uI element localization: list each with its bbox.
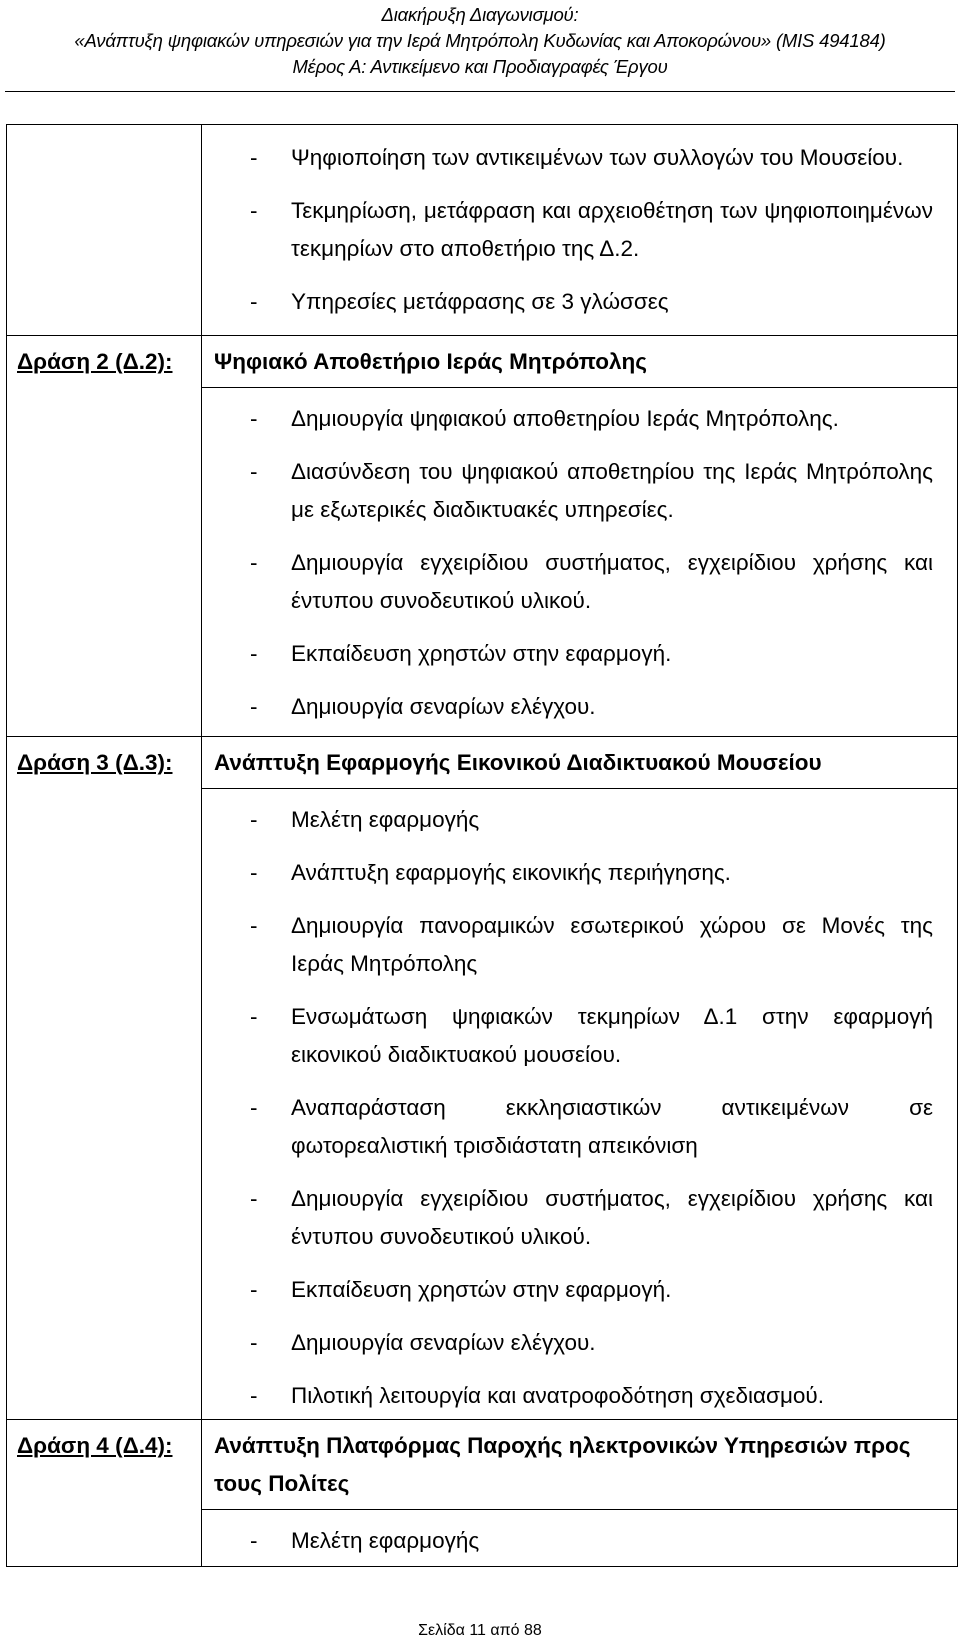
action-label-d3: Δράση 3 (Δ.3): <box>7 737 202 1420</box>
list-item: - Ψηφιοποίηση των αντικειμένων των συλλογών του Μουσείου. <box>250 139 933 177</box>
row-label-empty <box>7 125 202 336</box>
header-divider <box>5 91 955 92</box>
list-item: - Δημιουργία ψηφιακού αποθετηρίου Ιεράς Μητρόπολης. <box>250 400 933 438</box>
action-label-d2: Δράση 2 (Δ.2): <box>7 336 202 737</box>
list-item: - Δημιουργία σεναρίων ελέγχου. <box>250 1324 933 1362</box>
header-title: Διακήρυξη Διαγωνισμού: <box>381 4 579 25</box>
action-items-d4 <box>202 1510 958 1567</box>
table-row-continuation <box>7 125 958 336</box>
list-item: - Ενσωμάτωση ψηφιακών τεκμηρίων Δ.1 στην εφαρμογή εικονικού διαδικτυακού μουσείου. <box>250 998 933 1074</box>
list-item: - Δημιουργία πανοραμικών εσωτερικού χώρου σε Μονές της Ιεράς Μητρόπολης <box>250 907 933 983</box>
header-project: «Ανάπτυξη ψηφιακών υπηρεσιών για την Ιερά Μητρόπολη Κυδωνίας και Αποκορώνου» (MIS 494184) <box>74 30 886 51</box>
list-item: - Εκπαίδευση χρηστών στην εφαρμογή. <box>250 635 933 673</box>
action-title-d3: Ανάπτυξη Εφαρμογής Εικονικού Διαδικτυακού Μουσείου <box>202 737 958 789</box>
page-number: Σελίδα 11 από 88 <box>418 1622 542 1639</box>
list-item: - Εκπαίδευση χρηστών στην εφαρμογή. <box>250 1271 933 1309</box>
list-item: - Υπηρεσίες μετάφρασης σε 3 γλώσσες <box>250 283 933 321</box>
continuation-items-cell <box>202 125 958 336</box>
action-title-d4: Ανάπτυξη Πλατφόρμας Παροχής ηλεκτρονικών Υπηρεσιών προς τους Πολίτες <box>202 1420 958 1510</box>
d4-list <box>202 1522 957 1560</box>
d2-list <box>202 400 957 726</box>
list-item: - Δημιουργία εγχειρίδιου συστήματος, εγχειρίδιου χρήσης και έντυπου συνοδευτικού υλικού. <box>250 544 933 620</box>
page-header <box>0 0 960 80</box>
table-row-d2-title <box>7 336 958 388</box>
list-item: - Δημιουργία εγχειρίδιου συστήματος, εγχειρίδιου χρήσης και έντυπου συνοδευτικού υλικού. <box>250 1180 933 1256</box>
list-item: - Μελέτη εφαρμογής <box>250 1522 933 1560</box>
actions-table <box>6 124 958 1567</box>
list-item: - Ανάπτυξη εφαρμογής εικονικής περιήγησης. <box>250 854 933 892</box>
action-label-d4: Δράση 4 (Δ.4): <box>7 1420 202 1567</box>
list-item: - Δημιουργία σεναρίων ελέγχου. <box>250 688 933 726</box>
action-title-d2: Ψηφιακό Αποθετήριο Ιεράς Μητρόπολης <box>202 336 958 388</box>
continuation-list <box>202 139 957 321</box>
d3-list <box>202 801 957 1415</box>
list-item: - Πιλοτική λειτουργία και ανατροφοδότηση σχεδιασμού. <box>250 1377 933 1415</box>
list-item: - Αναπαράσταση εκκλησιαστικών αντικειμένων σε φωτορεαλιστική τρισδιάστατη απεικόνιση <box>250 1089 933 1165</box>
header-section: Μέρος Α: Αντικείμενο και Προδιαγραφές Έργου <box>292 56 668 77</box>
table-row-d3-title <box>7 737 958 789</box>
action-items-d2 <box>202 388 958 737</box>
table-row-d4-title <box>7 1420 958 1510</box>
list-item: - Τεκμηρίωση, μετάφραση και αρχειοθέτηση των ψηφιοποιημένων τεκμηρίων στο αποθετήριο της Δ.2. <box>250 192 933 268</box>
action-items-d3 <box>202 789 958 1420</box>
list-item: - Διασύνδεση του ψηφιακού αποθετηρίου της Ιεράς Μητρόπολης με εξωτερικές διαδικτυακές υπηρεσίες. <box>250 453 933 529</box>
list-item: - Μελέτη εφαρμογής <box>250 801 933 839</box>
